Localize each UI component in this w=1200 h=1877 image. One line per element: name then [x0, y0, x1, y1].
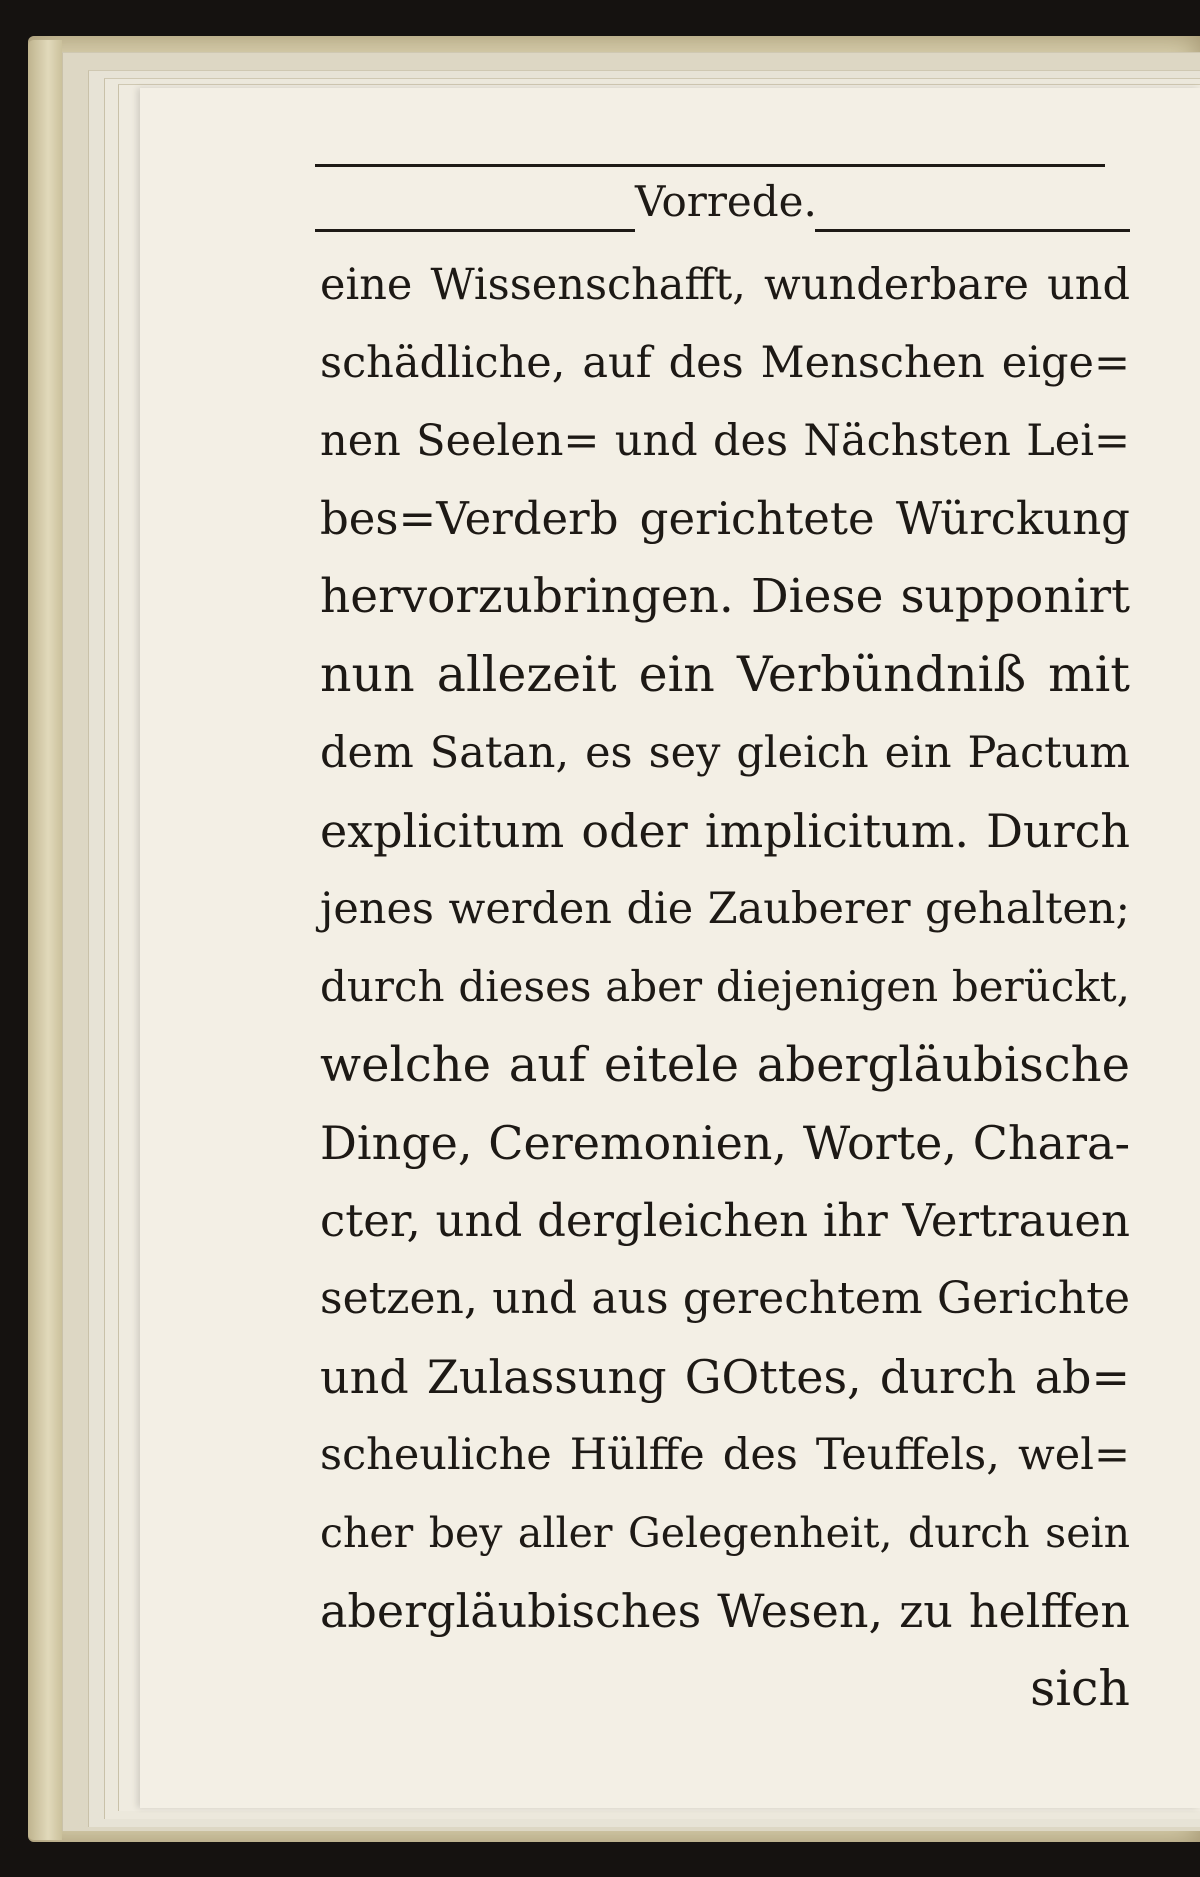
- text-line: scheuliche Hülffe des Teuffels, wel=: [320, 1430, 1130, 1480]
- text-line: abergläubisches Wesen, zu helffen: [320, 1584, 1130, 1638]
- book-spine-edge: [28, 40, 62, 1840]
- text-line: nun allezeit ein Verbündniß mit: [320, 646, 1130, 703]
- header-rule-left: [315, 229, 635, 232]
- text-line: welche auf eitele abergläubische: [320, 1037, 1130, 1093]
- text-line: explicitum oder implicitum. Durch: [320, 804, 1130, 858]
- text-line: nen Seelen= und des Nächsten Lei=: [320, 416, 1130, 466]
- text-line: eine Wissenschafft, wunderbare und: [320, 260, 1130, 310]
- body-text: [320, 246, 1130, 1728]
- catchword: sich: [1030, 1660, 1130, 1717]
- text-line: Dinge, Ceremonien, Worte, Chara-: [320, 1116, 1130, 1170]
- text-line: dem Satan, es sey gleich ein Pactum: [320, 728, 1130, 778]
- header-rule-right: [815, 229, 1130, 232]
- text-line: cher bey aller Gelegenheit, durch sein: [320, 1509, 1130, 1557]
- text-line: schädliche, auf des Menschen eige=: [320, 338, 1130, 388]
- text-line: setzen, und aus gerechtem Gerichte: [320, 1273, 1130, 1324]
- text-line: hervorzubringen. Diese supponirt: [320, 569, 1130, 624]
- text-line: bes=Verderb gerichtete Würckung: [320, 492, 1130, 545]
- text-line: und Zulassung GOttes, durch ab=: [320, 1350, 1130, 1404]
- running-head: Vorrede.: [635, 177, 817, 226]
- header-rule-top: [315, 164, 1105, 167]
- text-line: durch dieses aber diejenigen berückt,: [320, 962, 1130, 1011]
- text-line: jenes werden die Zauberer gehalten;: [320, 884, 1130, 934]
- text-line: cter, und dergleichen ihr Vertrauen: [320, 1194, 1130, 1247]
